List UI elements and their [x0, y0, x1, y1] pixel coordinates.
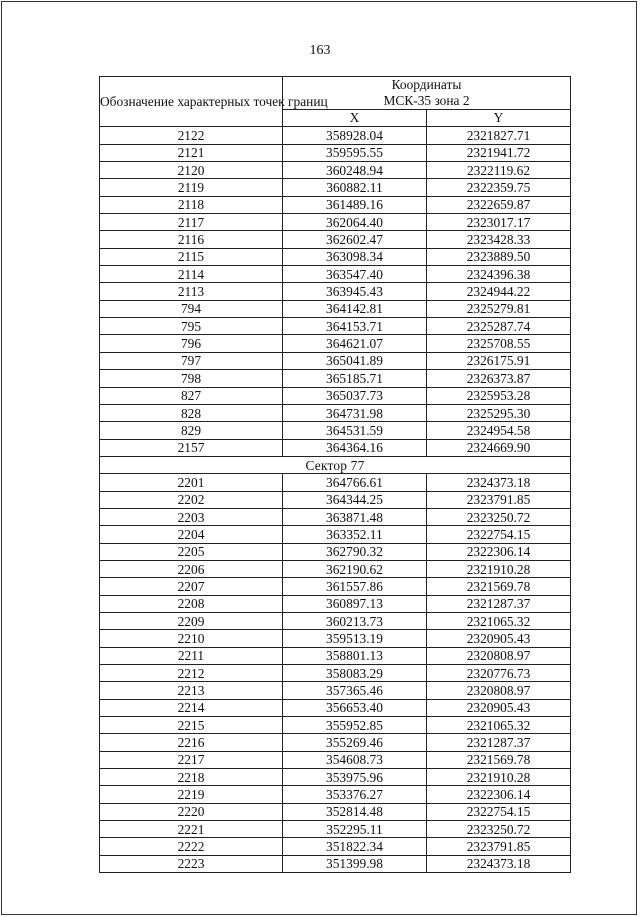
x-column-header: X: [283, 110, 427, 127]
x-cell: 357365.46: [283, 682, 427, 699]
x-cell: 363098.34: [283, 248, 427, 265]
table-row: [100, 717, 571, 734]
table-row: [100, 266, 571, 283]
x-cell: 356653.40: [283, 699, 427, 716]
coordinate-system: МСК-35 зона 2: [383, 93, 470, 108]
point-cell: 2118: [100, 196, 283, 213]
point-cell: 2208: [100, 595, 283, 612]
table-row: [100, 300, 571, 317]
y-cell: 2323791.85: [427, 491, 571, 508]
y-cell: 2324373.18: [427, 855, 571, 872]
y-cell: 2322754.15: [427, 526, 571, 543]
x-cell: 362190.62: [283, 560, 427, 577]
point-cell: 2119: [100, 179, 283, 196]
sector-label: Сектор 77: [100, 456, 571, 473]
table-row: [100, 439, 571, 456]
x-cell: 352814.48: [283, 803, 427, 820]
y-cell: 2323017.17: [427, 214, 571, 231]
x-cell: 353376.27: [283, 786, 427, 803]
point-cell: 2209: [100, 612, 283, 629]
point-cell: 2211: [100, 647, 283, 664]
y-cell: 2321941.72: [427, 144, 571, 161]
y-cell: 2321287.37: [427, 595, 571, 612]
point-cell: 2115: [100, 248, 283, 265]
point-cell: 2215: [100, 717, 283, 734]
y-cell: 2325708.55: [427, 335, 571, 352]
point-cell: 2207: [100, 578, 283, 595]
y-cell: 2325953.28: [427, 387, 571, 404]
point-cell: 2214: [100, 699, 283, 716]
sector-row: [100, 456, 571, 473]
table-row: [100, 543, 571, 560]
table-row: [100, 682, 571, 699]
x-cell: 355952.85: [283, 717, 427, 734]
table-row: [100, 595, 571, 612]
y-cell: 2321910.28: [427, 560, 571, 577]
table-row: [100, 838, 571, 855]
point-cell: 2116: [100, 231, 283, 248]
x-cell: 351822.34: [283, 838, 427, 855]
y-cell: 2322359.75: [427, 179, 571, 196]
x-cell: 364142.81: [283, 300, 427, 317]
point-cell: 2219: [100, 786, 283, 803]
x-cell: 363352.11: [283, 526, 427, 543]
y-cell: 2322306.14: [427, 543, 571, 560]
x-cell: 365185.71: [283, 370, 427, 387]
x-cell: 355269.46: [283, 734, 427, 751]
points-column-header: Обозначение характерных точек границ: [100, 77, 283, 127]
y-cell: 2320905.43: [427, 699, 571, 716]
y-cell: 2321827.71: [427, 127, 571, 144]
point-cell: 2203: [100, 508, 283, 525]
point-cell: 794: [100, 300, 283, 317]
y-cell: 2325279.81: [427, 300, 571, 317]
table-row: [100, 699, 571, 716]
table-row: [100, 474, 571, 491]
x-cell: 358083.29: [283, 665, 427, 682]
y-cell: 2326373.87: [427, 370, 571, 387]
x-cell: 360897.13: [283, 595, 427, 612]
table-row: [100, 144, 571, 161]
table-row: [100, 560, 571, 577]
y-cell: 2322754.15: [427, 803, 571, 820]
y-cell: 2322119.62: [427, 162, 571, 179]
point-cell: 2122: [100, 127, 283, 144]
y-cell: 2321569.78: [427, 751, 571, 768]
table-row: [100, 630, 571, 647]
table-row: [100, 751, 571, 768]
x-cell: 365037.73: [283, 387, 427, 404]
x-cell: 360213.73: [283, 612, 427, 629]
x-cell: 360248.94: [283, 162, 427, 179]
point-cell: 2222: [100, 838, 283, 855]
point-cell: 795: [100, 318, 283, 335]
x-cell: 353975.96: [283, 769, 427, 786]
x-cell: 364621.07: [283, 335, 427, 352]
y-cell: 2323428.33: [427, 231, 571, 248]
x-cell: 364364.16: [283, 439, 427, 456]
table-row: [100, 196, 571, 213]
x-cell: 365041.89: [283, 352, 427, 369]
x-cell: 362790.32: [283, 543, 427, 560]
x-cell: 363945.43: [283, 283, 427, 300]
x-cell: 364344.25: [283, 491, 427, 508]
y-cell: 2320776.73: [427, 665, 571, 682]
x-cell: 364766.61: [283, 474, 427, 491]
point-cell: 2220: [100, 803, 283, 820]
x-cell: 360882.11: [283, 179, 427, 196]
point-cell: 2216: [100, 734, 283, 751]
point-cell: 796: [100, 335, 283, 352]
y-cell: 2321569.78: [427, 578, 571, 595]
point-cell: 2157: [100, 439, 283, 456]
x-cell: 358801.13: [283, 647, 427, 664]
point-cell: 2218: [100, 769, 283, 786]
table-row: [100, 491, 571, 508]
y-cell: 2321065.32: [427, 612, 571, 629]
x-cell: 362064.40: [283, 214, 427, 231]
point-cell: 798: [100, 370, 283, 387]
table-row: [100, 526, 571, 543]
table-row: [100, 422, 571, 439]
y-cell: 2324954.58: [427, 422, 571, 439]
x-cell: 361489.16: [283, 196, 427, 213]
x-cell: 364531.59: [283, 422, 427, 439]
table-row: [100, 370, 571, 387]
y-cell: 2324944.22: [427, 283, 571, 300]
point-cell: 829: [100, 422, 283, 439]
table-row: [100, 127, 571, 144]
point-cell: 2121: [100, 144, 283, 161]
point-cell: 2217: [100, 751, 283, 768]
table-row: [100, 162, 571, 179]
y-cell: 2326175.91: [427, 352, 571, 369]
point-cell: 2212: [100, 665, 283, 682]
table-row: [100, 335, 571, 352]
y-cell: 2324373.18: [427, 474, 571, 491]
point-cell: 827: [100, 387, 283, 404]
point-cell: 2204: [100, 526, 283, 543]
point-cell: 2210: [100, 630, 283, 647]
table-row: [100, 647, 571, 664]
table-row: [100, 387, 571, 404]
y-cell: 2324396.38: [427, 266, 571, 283]
point-cell: 2205: [100, 543, 283, 560]
table-row: [100, 734, 571, 751]
x-cell: 351399.98: [283, 855, 427, 872]
y-cell: 2322659.87: [427, 196, 571, 213]
y-cell: 2323250.72: [427, 821, 571, 838]
point-cell: 2114: [100, 266, 283, 283]
y-cell: 2324669.90: [427, 439, 571, 456]
point-cell: 2206: [100, 560, 283, 577]
table-row: [100, 231, 571, 248]
table-row: [100, 248, 571, 265]
y-cell: 2325295.30: [427, 404, 571, 421]
y-column-header: Y: [427, 110, 571, 127]
point-cell: 828: [100, 404, 283, 421]
x-cell: 352295.11: [283, 821, 427, 838]
x-cell: 358928.04: [283, 127, 427, 144]
table-row: [100, 404, 571, 421]
x-cell: 359595.55: [283, 144, 427, 161]
table-row: [100, 821, 571, 838]
x-cell: 364731.98: [283, 404, 427, 421]
x-cell: 361557.86: [283, 578, 427, 595]
point-cell: 2120: [100, 162, 283, 179]
y-cell: 2321065.32: [427, 717, 571, 734]
table-row: [100, 352, 571, 369]
table-row: [100, 855, 571, 872]
point-cell: 2221: [100, 821, 283, 838]
y-cell: 2320905.43: [427, 630, 571, 647]
x-cell: 363547.40: [283, 266, 427, 283]
x-cell: 362602.47: [283, 231, 427, 248]
y-cell: 2323889.50: [427, 248, 571, 265]
y-cell: 2320808.97: [427, 647, 571, 664]
y-cell: 2325287.74: [427, 318, 571, 335]
point-cell: 2223: [100, 855, 283, 872]
table-row: [100, 769, 571, 786]
table-row: [100, 786, 571, 803]
table-row: [100, 318, 571, 335]
x-cell: 359513.19: [283, 630, 427, 647]
y-cell: 2323250.72: [427, 508, 571, 525]
table-row: [100, 283, 571, 300]
table-body: [100, 127, 571, 873]
point-cell: 2117: [100, 214, 283, 231]
table-row: [100, 214, 571, 231]
y-cell: 2321287.37: [427, 734, 571, 751]
y-cell: 2321910.28: [427, 769, 571, 786]
page-number: 163: [309, 43, 331, 58]
coordinates-title: Координаты: [391, 77, 462, 92]
table-row: [100, 665, 571, 682]
y-cell: 2323791.85: [427, 838, 571, 855]
y-cell: 2320808.97: [427, 682, 571, 699]
table-row: [100, 578, 571, 595]
coordinates-table: [99, 76, 571, 873]
table-row: [100, 179, 571, 196]
x-cell: 363871.48: [283, 508, 427, 525]
point-cell: 2213: [100, 682, 283, 699]
table-row: [100, 508, 571, 525]
point-cell: 2201: [100, 474, 283, 491]
point-cell: 2202: [100, 491, 283, 508]
x-cell: 364153.71: [283, 318, 427, 335]
point-cell: 2113: [100, 283, 283, 300]
table-row: [100, 803, 571, 820]
table-row: [100, 612, 571, 629]
x-cell: 354608.73: [283, 751, 427, 768]
y-cell: 2322306.14: [427, 786, 571, 803]
point-cell: 797: [100, 352, 283, 369]
